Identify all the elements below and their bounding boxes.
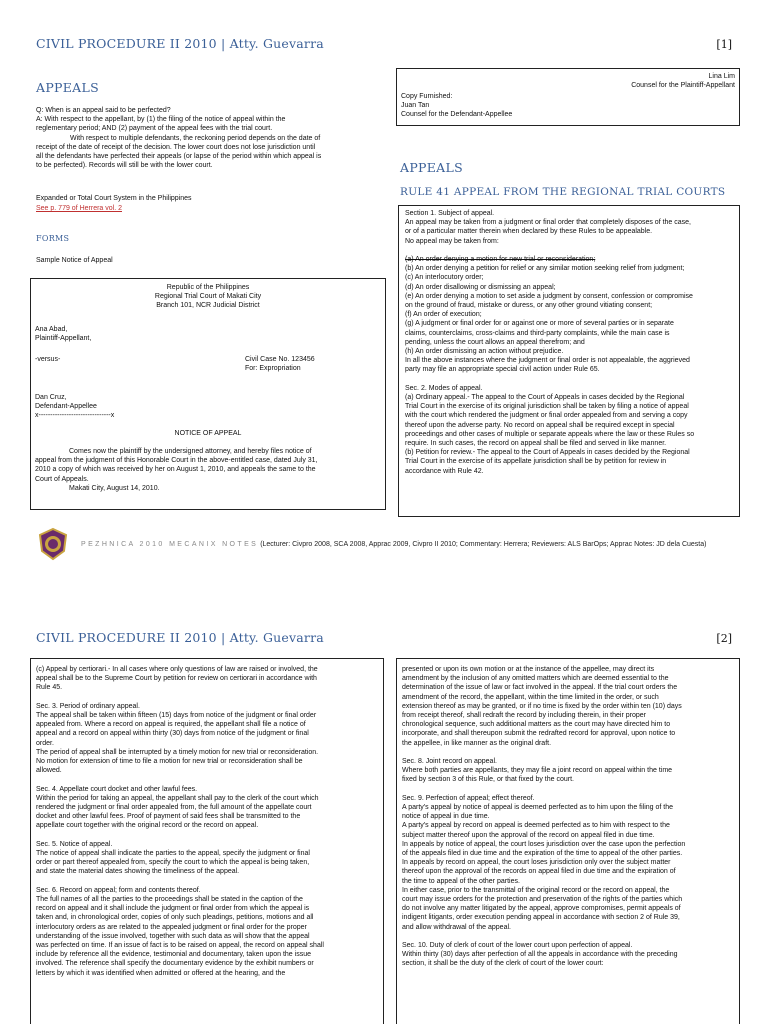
- rule-line: Sec. 2. Modes of appeal.: [405, 384, 483, 392]
- page1-footer: [36, 531, 736, 561]
- counsel-role: Counsel for the Plaintiff-Appellant: [631, 82, 735, 90]
- section-line: understanding of the issue involved, together with such data as will show that the appeal: [36, 932, 310, 940]
- rule-line: Section 1. Subject of appeal.: [405, 210, 495, 217]
- rule-line: require. In such cases, the record on appeal shall be filed and served in like manner.: [405, 440, 667, 448]
- notice-title: NOTICE OF APPEAL: [174, 430, 242, 437]
- section-line: [402, 748, 738, 757]
- rule-line: [405, 246, 737, 255]
- rule-line: [405, 375, 737, 384]
- plaintiff-block: [35, 325, 91, 343]
- section-line: appealed from. Where a record on appeal is required, the appellant shall file a notice of: [36, 721, 306, 729]
- rule-line: (b) An order denying a petition for relief or any similar motion seeking relief from judgment;: [405, 265, 685, 273]
- section-line: thereof upon the approval of the records on appeal filed in due time and the expiration of: [402, 868, 676, 876]
- section-line: include by reference all the evidence, testimonial and documentary, taken upon the issue: [36, 951, 311, 959]
- section-line: Sec. 8. Joint record on appeal.: [402, 758, 497, 766]
- forms-heading: FORMS: [36, 234, 70, 243]
- section-line: [36, 831, 382, 840]
- section-line: and state the material dates showing the timeliness of the appeal.: [36, 868, 240, 876]
- answer-line: to be perfected). Records will still be with the lower court.: [36, 162, 213, 170]
- section-line: No motion for extension of time to file a motion for new trial or reconsideration shall be: [36, 758, 303, 766]
- section-line: [36, 877, 382, 886]
- section-line: [36, 775, 382, 784]
- rule-line: (f) An order of execution;: [405, 311, 482, 319]
- page2-header: CIVIL PROCEDURE II 2010 | Atty. Guevarra: [36, 630, 324, 645]
- qa-block: [36, 106, 386, 170]
- answer-line: reglementary period; AND (2) payment of the appeal fees with the trial court.: [36, 125, 273, 133]
- notice-body-line: Court of Appeals.: [35, 475, 89, 483]
- footer-lead: PEZHNICA 2010 MECANIX NOTES: [81, 541, 259, 548]
- section-line: the appellee, in like manner as the original draft.: [402, 739, 552, 747]
- versus-text: -versus-: [35, 356, 61, 363]
- section-line: order or part thereof appealed from, specify the court to which the appeal is being taken,: [36, 859, 310, 867]
- rule-line: proceedings and other cases of multiple or separate appeals where the law or these Rules so: [405, 430, 695, 438]
- section-line: rendered the judgment or final order appealed from, the full amount of the appellate court: [36, 804, 312, 812]
- rule-line: Trial Court in the exercise of its original jurisdiction shall be taken by filing a notice of appeal: [405, 403, 689, 411]
- counsel-box: [396, 68, 740, 126]
- counsel-signature: [631, 72, 735, 90]
- section-line: In either case, prior to the transmittal of the original record or the record on appeal, the: [402, 886, 670, 894]
- section-line: Rule 45.: [36, 684, 63, 692]
- section-line: involved. The reference shall specify the documentary evidence by the exhibit numbers or: [36, 960, 314, 968]
- page2-left-box: [30, 658, 384, 1024]
- answer-line: A: With respect to the appellant, by (1) the filing of the notice of appeal within the: [36, 116, 286, 124]
- section-line: extension thereof as may be granted, or if no time is fixed by the order within ten (10) days: [402, 702, 682, 710]
- section-line: do not involve any matter litigated by the appeal, approve compromises, permit appeals of: [402, 905, 681, 913]
- answer-line: With respect to multiple defendants, the reckoning period depends on the date of: [70, 134, 321, 142]
- section-line: Sec. 6. Record on appeal; form and contents thereof.: [36, 886, 201, 894]
- sample-line: Sample Notice of Appeal: [36, 257, 113, 264]
- rule-line: No appeal may be taken from:: [405, 237, 499, 245]
- rule-line: pending, unless the court allows an appeal therefrom; and: [405, 338, 585, 346]
- section-line: incorporate, and shall thereupon submit the redrafted record for approval, upon notice to: [402, 730, 676, 738]
- section-line: appellate court together with the original record or the record on appeal.: [36, 822, 259, 830]
- case-number: [245, 355, 315, 373]
- defendant-role: Defendant-Appellee: [35, 403, 97, 411]
- section-line: Where both parties are appellants, they may file a joint record on appeal within the time: [402, 767, 673, 775]
- plaintiff-role: Plaintiff-Appellant,: [35, 335, 92, 343]
- section-line: Sec. 3. Period of ordinary appeal.: [36, 702, 140, 710]
- section-line: appeal and a record on appeal within thirty (30) days from notice of the judgment or final: [36, 730, 309, 738]
- page2-right-box: [396, 658, 740, 1024]
- rule-line: or of a particular matter therein when declared by these Rules to be appealable.: [405, 228, 653, 236]
- copy-counsel: Counsel for the Defendant-Appellee: [401, 111, 513, 119]
- counsel-name: Lina Lim: [708, 73, 735, 80]
- for-line: For: Expropriation: [245, 365, 301, 373]
- notice-body-line: appeal from the judgment of this Honorable Court in the above-entitled case, dated July 31,: [35, 457, 318, 465]
- rule-line: (d) An order disallowing or dismissing an appeal;: [405, 283, 556, 291]
- section-line: Sec. 4. Appellate court docket and other lawful fees.: [36, 785, 198, 793]
- rule-line: party may file an appropriate special civil action under Rule 65.: [405, 366, 600, 374]
- section-line: Sec. 9. Perfection of appeal; effect thereof.: [402, 794, 535, 802]
- page2-number: [2]: [716, 632, 732, 645]
- court-caption: [31, 283, 385, 311]
- rule-line: In all the above instances where the judgment or final order is not appealable, the aggrieved: [405, 357, 690, 365]
- section-line: indigent litigants, order execution pending appeal in accordance with section 2 of Rule 39,: [402, 914, 680, 922]
- section-line: chronological sequence, such additional matters as the court may have directed him to: [402, 721, 671, 729]
- section-line: Within thirty (30) days after perfection of all the appeals in accordance with the preceding: [402, 951, 678, 959]
- section-line: The period of appeal shall be interrupted by a timely motion for new trial or reconsideration.: [36, 748, 319, 756]
- section-line: taken and, in chronological order, copies of only such pleadings, petitions, motions and all: [36, 914, 314, 922]
- defendant-block: [35, 393, 114, 421]
- rule-line: Trial Court in the exercise of its appellate jurisdiction shall be by petition for review in: [405, 458, 667, 466]
- section-line: was perfected on time. If an issue of fact is to be raised on appeal, the record on appeal shall: [36, 942, 324, 950]
- rule-line: claims, counterclaims, cross-claims and third-party complaints, while the main case is: [405, 329, 670, 337]
- court-line: Regional Trial Court of Makati City: [154, 293, 262, 301]
- copy-furnished-block: [401, 92, 512, 120]
- rule-line: (e) An order denying a motion to set aside a judgment by consent, confession or compromise: [405, 292, 693, 300]
- section-line: amendment of the record, the appellant, within the time limited in the order, or such: [402, 693, 659, 701]
- see-link[interactable]: See p. 779 of Herrera vol. 2: [36, 205, 122, 212]
- notice-of-appeal-box: [30, 278, 386, 510]
- section-line: A party's appeal by record on appeal is deemed perfected as to him with respect to the: [402, 822, 670, 830]
- section-line: docket and other lawful fees. Proof of payment of said fees shall be transmitted to the: [36, 813, 301, 821]
- section-line: of the appeals filed in due time and the expiration of the time to appeal of the other parties.: [402, 850, 683, 858]
- section-line: and allow withdrawal of the appeal.: [402, 923, 511, 931]
- appeals-heading-right: APPEALS: [400, 160, 463, 175]
- section-line: interlocutory orders as are related to the appealed judgment or final order for the proper: [36, 923, 307, 931]
- section-line: [36, 693, 382, 702]
- answer-line: all the defendants have perfected their appeals (or lapse of the period within which appeal is: [36, 153, 322, 161]
- copy-name: Juan Tan: [401, 102, 430, 110]
- section-line: Within the period for taking an appeal, the appellant shall pay to the clerk of the court which: [36, 794, 319, 802]
- answer-line: receipt of the date of receipt of the decision. The lower court does not lose jurisdiction until: [36, 143, 316, 151]
- section-line: The full names of all the parties to the proceedings shall be stated in the caption of the: [36, 896, 303, 904]
- rule-41-heading: RULE 41 APPEAL FROM THE REGIONAL TRIAL COURTS: [400, 186, 726, 198]
- section-line: determination of the issue of law or fact involved in the appeal. If the trial court orders the: [402, 684, 678, 692]
- seal-logo-icon: [36, 527, 70, 561]
- section-line: [402, 785, 738, 794]
- rule-line: (h) An order dismissing an action without prejudice.: [405, 348, 564, 356]
- rule-41-box: [398, 205, 740, 517]
- section-line: presented or upon its own motion or at the instance of the appellee, may direct its: [402, 666, 655, 673]
- rule-line: (a) An order denying a motion for new trial or reconsideration;: [405, 256, 596, 263]
- section-line: section, it shall be the duty of the clerk of court of the lower court:: [402, 960, 604, 968]
- rule-line: (b) Petition for review.- The appeal to the Court of Appeals in cases decided by the Regional: [405, 449, 690, 457]
- defendant-name: Dan Cruz,: [35, 394, 67, 401]
- notice-body-line: Comes now the plaintiff by the undersigned attorney, and hereby files notice of: [69, 448, 312, 455]
- separator-line: x-------------------------------x: [35, 412, 115, 420]
- footer-credits: (Lecturer: Civpro 2008, SCA 2008, Apprac 2009, Civpro II 2010; Commentary: Herrera; Reviewers: ALS BarOps; Apprac Notes: JD dela Cuesta): [260, 541, 707, 548]
- question-line: Q: When is an appeal said to be perfected?: [36, 107, 171, 114]
- copy-furnished-label: Copy Furnished:: [401, 93, 453, 100]
- notice-body-line: 2010 a copy of which was received by her on August 1, 2010, and appeals the same to the: [35, 466, 316, 474]
- rule-line: (c) An interlocutory order;: [405, 274, 484, 282]
- rule-line: thereof upon the adverse party. No record on appeal shall be required except in special: [405, 421, 675, 429]
- section-line: Sec. 5. Notice of appeal.: [36, 840, 113, 848]
- section-line: from receipt thereof, shall redraft the record by including therein, in their proper: [402, 712, 646, 720]
- section-line: [402, 932, 738, 941]
- section-line: allowed.: [36, 767, 62, 775]
- section-line: The appeal shall be taken within fifteen (15) days from notice of the judgment or final order: [36, 712, 317, 719]
- plaintiff-name: Ana Abad,: [35, 326, 68, 333]
- page1-header: CIVIL PROCEDURE II 2010 | Atty. Guevarra: [36, 36, 324, 51]
- rule-line: with the court which rendered the judgment or final order appealed from and serving a copy: [405, 412, 688, 420]
- section-line: (c) Appeal by certiorari.- In all cases where only questions of law are raised or involved, the: [36, 666, 318, 673]
- rule-line: (a) Ordinary appeal.- The appeal to the Court of Appeals in cases decided by the Regional: [405, 394, 685, 402]
- notice-place-date: Makati City, August 14, 2010.: [69, 484, 160, 492]
- section-line: order.: [36, 739, 54, 747]
- section-line: A party's appeal by notice of appeal is deemed perfected as to him upon the filing of the: [402, 804, 674, 812]
- section-line: record on appeal and it shall include the judgment or final order from which the appeal is: [36, 905, 310, 913]
- page1-number: [1]: [716, 38, 732, 51]
- page2-left-text: [36, 665, 382, 978]
- rule-line: accordance with Rule 42.: [405, 467, 484, 475]
- section-line: Sec. 10. Duty of clerk of court of the lower court upon perfection of appeal.: [402, 942, 633, 950]
- section-line: amendment by the inclusion of any omitted matters which are deemed essential to the: [402, 675, 669, 683]
- section-line: appeal shall be to the Supreme Court by petition for review on certiorari in accordance with: [36, 675, 317, 683]
- rule-line: (g) A judgment or final order for or against one or more of several parties or in separate: [405, 320, 674, 328]
- section-line: letters by which it was identified when admitted or offered at the hearing, and the: [36, 969, 286, 977]
- page2-right-text: [402, 665, 738, 969]
- section-line: In appeals by record on appeal, the court loses jurisdiction only over the subject matter: [402, 859, 671, 867]
- section-line: court may issue orders for the protection and preservation of the rights of the parties which: [402, 896, 683, 904]
- section-line: The notice of appeal shall indicate the parties to the appeal, specify the judgment or final: [36, 850, 310, 858]
- rule-line: An appeal may be taken from a judgment or final order that completely disposes of the case,: [405, 219, 691, 227]
- notice-body: [35, 447, 383, 493]
- section-line: the time to appeal of the other parties.: [402, 877, 520, 885]
- section-line: In appeals by notice of appeal, the court loses jurisdiction over the case upon the perfection: [402, 840, 686, 848]
- section-line: subject matter thereof upon the approval of the record on appeal filed in due time.: [402, 831, 655, 839]
- appeals-heading: APPEALS: [36, 80, 99, 95]
- section-line: notice of appeal in due time.: [402, 813, 490, 821]
- footer-text: [81, 541, 706, 548]
- court-line: Republic of the Philippines: [166, 284, 250, 291]
- court-line: Branch 101, NCR Judicial District: [156, 302, 260, 310]
- expanded-line: Expanded or Total Court System in the Philippines: [36, 195, 192, 202]
- section-line: fixed by section 3 of this Rule, or that fixed by the court.: [402, 776, 574, 784]
- rule-41-text: [405, 209, 737, 476]
- case-no-line: Civil Case No. 123456: [245, 356, 315, 363]
- rule-line: on the ground of fraud, mistake or duress, or any other ground vitiating consent;: [405, 302, 653, 310]
